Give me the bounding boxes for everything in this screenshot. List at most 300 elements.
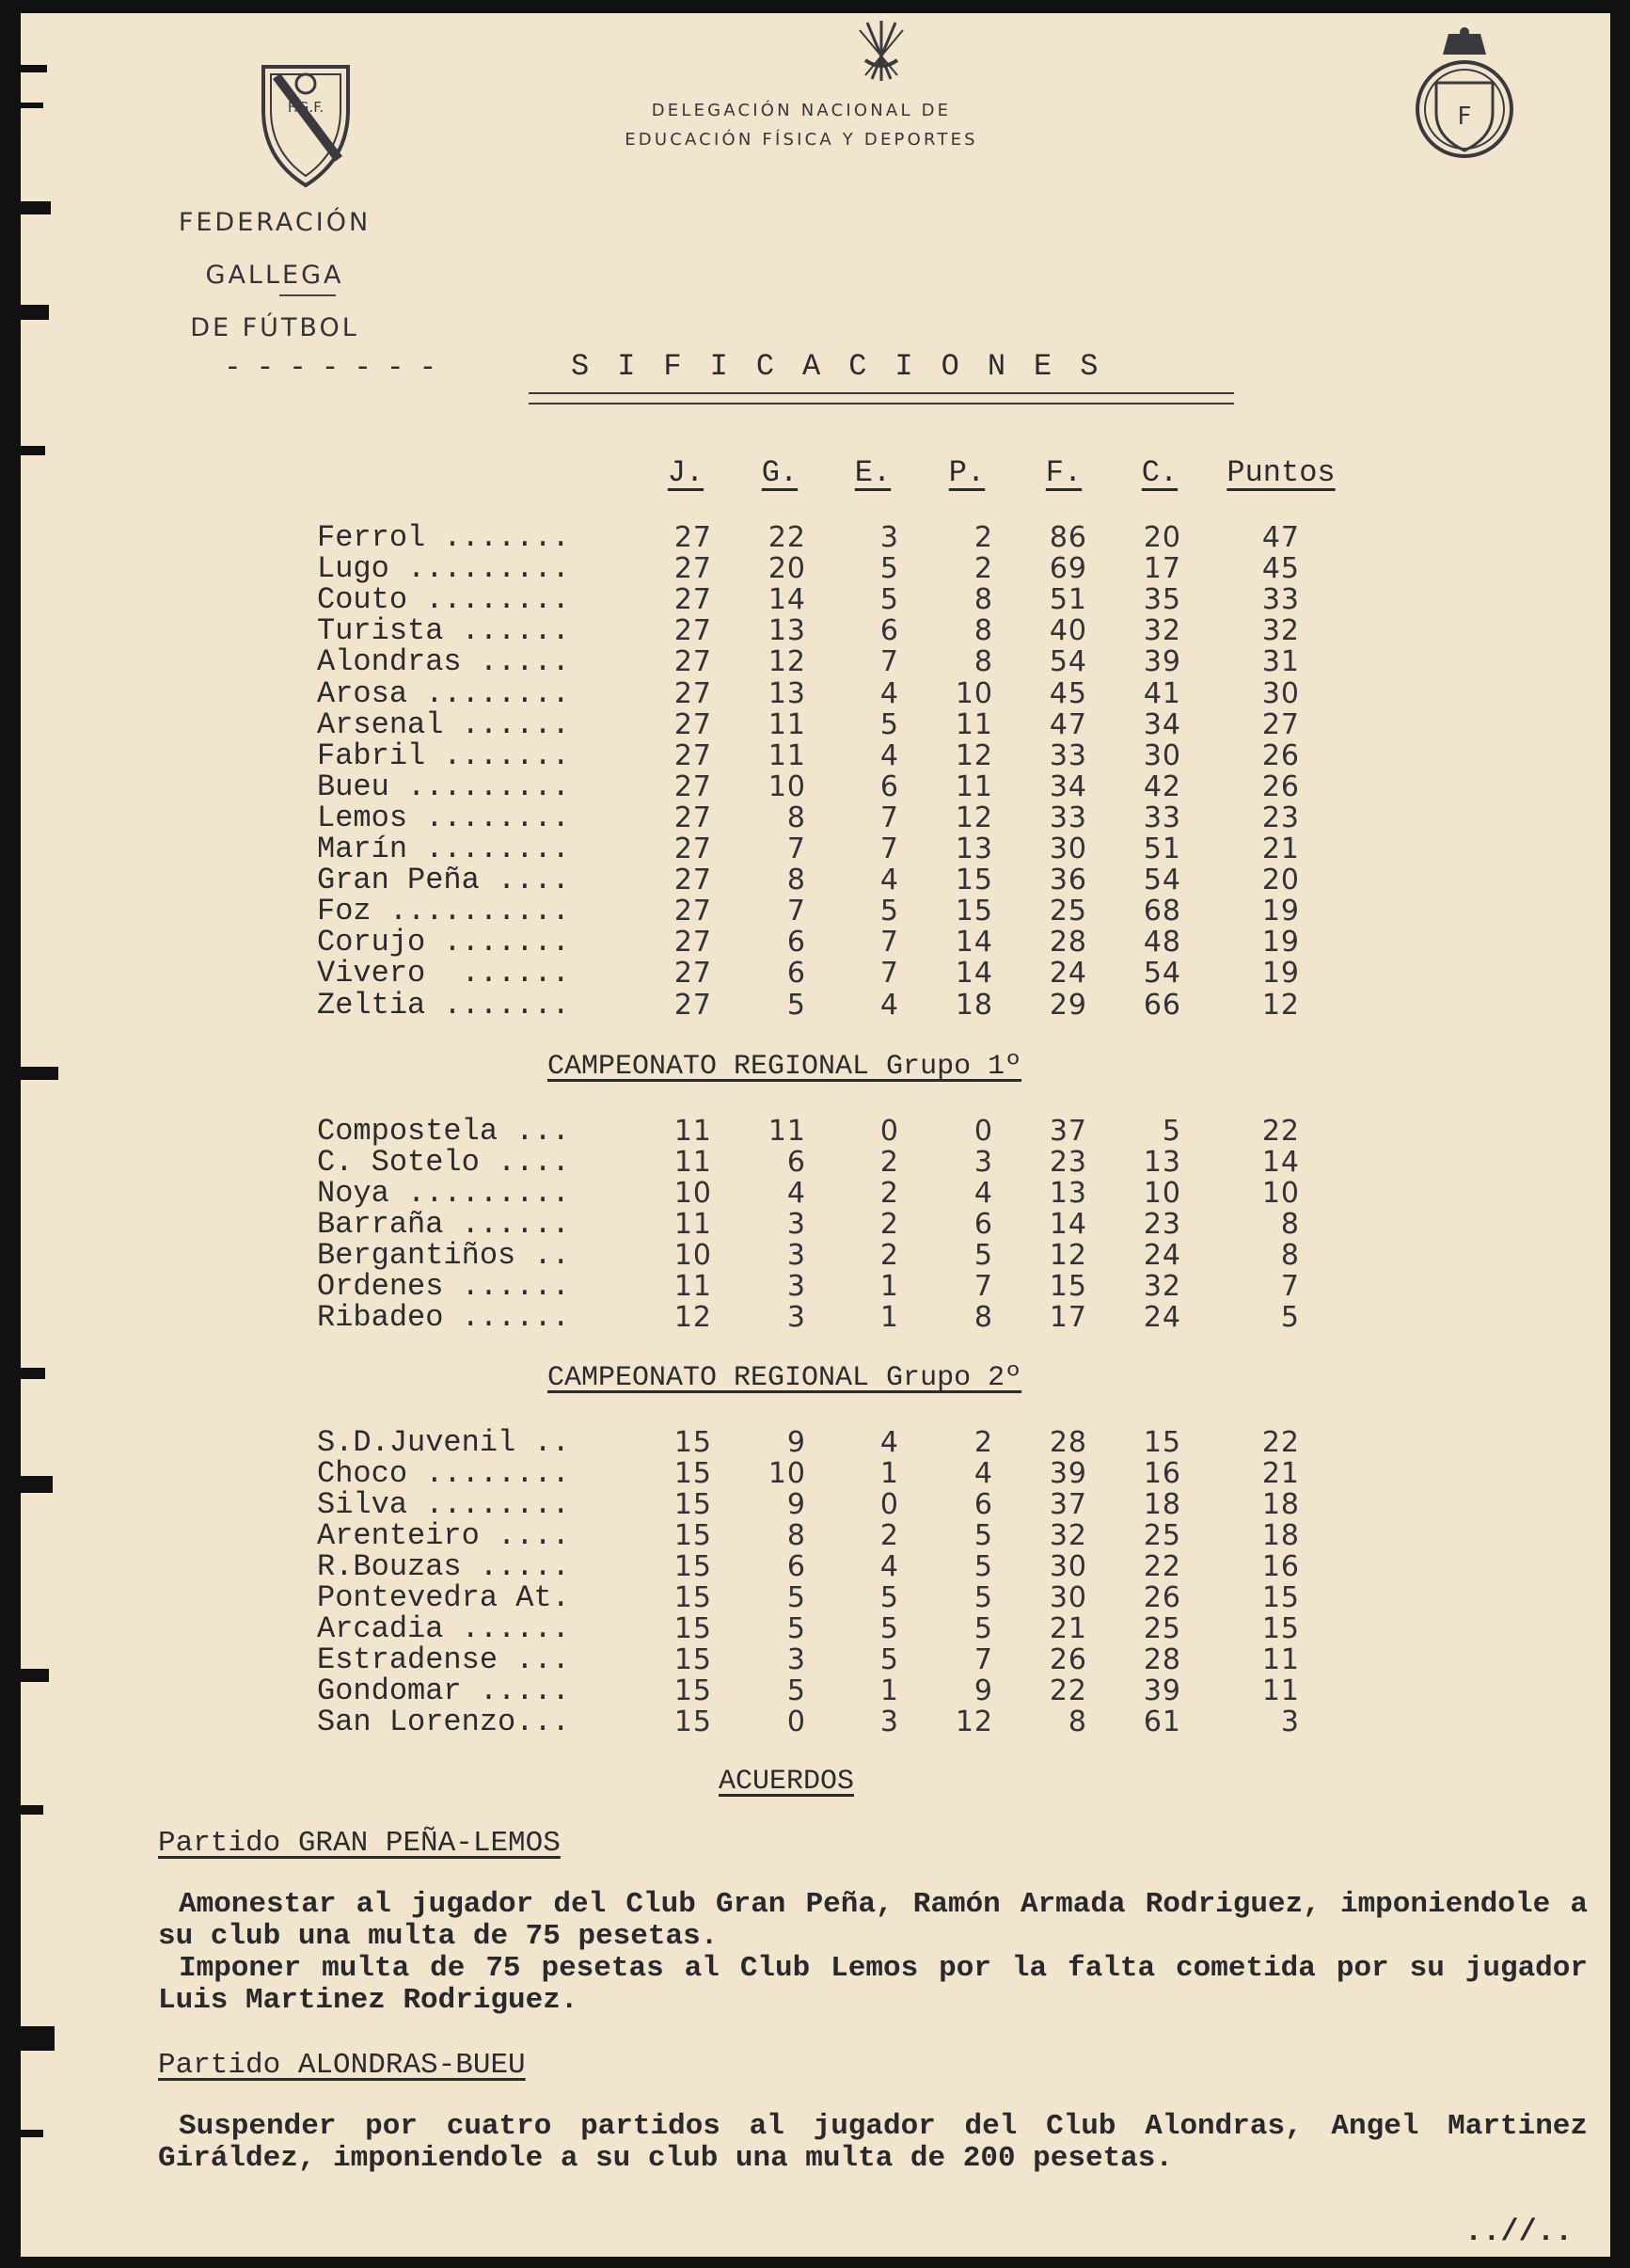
table-cell: 5: [1162, 1115, 1181, 1148]
table-cell: 1: [879, 1674, 899, 1707]
table-cell: 7: [1280, 1270, 1300, 1303]
table-cell: 54: [1049, 645, 1087, 679]
table-cell: 4: [879, 1550, 899, 1583]
team-name: Arcadia ......: [317, 1611, 570, 1646]
table-cell: 34: [1049, 769, 1087, 803]
team-name: Ferrol .......: [317, 520, 570, 555]
table-cell: 7: [973, 1643, 993, 1676]
federation-name-line-2: DE FÚTBOL: [190, 313, 359, 342]
table-cell: 2: [973, 521, 993, 554]
table-cell: 12: [1049, 1239, 1087, 1272]
table-cell: 25: [1143, 1612, 1181, 1645]
table-cell: 27: [673, 957, 712, 991]
table-cell: 10: [768, 769, 806, 803]
table-cell: 27: [673, 738, 712, 772]
table-cell: 15: [1261, 1612, 1300, 1645]
table-row: [317, 1675, 1370, 1706]
royal-crest-icon: [1413, 26, 1516, 167]
table-cell: 28: [1143, 1643, 1181, 1676]
table-cell: 48: [1143, 926, 1181, 960]
table-cell: 12: [955, 1705, 993, 1738]
table-cell: 6: [973, 1488, 993, 1521]
team-name: Foz ..........: [317, 894, 570, 929]
team-name: Gondomar .....: [317, 1673, 570, 1708]
team-name: Arsenal ......: [317, 706, 570, 742]
page-continuation-marker: ..//..: [1464, 2214, 1574, 2249]
acuerdo-paragraph: [158, 1889, 1588, 2017]
table-cell: 10: [1261, 1177, 1300, 1210]
table-cell: 8: [1280, 1208, 1300, 1241]
table-cell: 15: [955, 864, 993, 897]
table-cell: 30: [1049, 1581, 1087, 1614]
page-title: SIFICACIONES: [571, 349, 1127, 384]
table-cell: 12: [1261, 988, 1300, 1022]
table-cell: 26: [1049, 1643, 1087, 1676]
table-cell: 3: [786, 1270, 806, 1303]
table-row: [317, 551, 1370, 587]
table-cell: 30: [1049, 1550, 1087, 1583]
table-cell: 27: [673, 614, 712, 648]
table-cell: 11: [768, 738, 806, 772]
table-cell: 5: [973, 1239, 993, 1272]
table-row: [317, 706, 1370, 742]
table-cell: 26: [1261, 738, 1300, 772]
table-cell: 32: [1143, 614, 1181, 648]
team-name: Couto ........: [317, 582, 570, 618]
table-cell: 4: [973, 1457, 993, 1490]
table-cell: 32: [1143, 1270, 1181, 1303]
table-cell: 14: [955, 926, 993, 960]
table-cell: 22: [1143, 1550, 1181, 1583]
table-cell: 68: [1143, 895, 1181, 928]
column-header-p: P.: [948, 455, 986, 490]
team-name: Corujo .......: [317, 925, 570, 960]
table-cell: 33: [1143, 801, 1181, 834]
table-row: [317, 613, 1370, 649]
table-cell: 2: [879, 1177, 899, 1210]
column-header-j: J.: [667, 455, 704, 490]
table-cell: 1: [879, 1301, 899, 1334]
table-cell: 24: [1049, 957, 1087, 991]
table-cell: 2: [879, 1208, 899, 1241]
delegation-line-2: EDUCACIÓN FÍSICA Y DEPORTES: [625, 130, 978, 150]
table-cell: 0: [879, 1115, 899, 1148]
table-cell: 11: [768, 707, 806, 741]
table-cell: 8: [973, 583, 993, 617]
team-name: Arosa ........: [317, 675, 570, 711]
table-cell: 5: [786, 988, 806, 1022]
table-cell: 7: [879, 801, 899, 834]
table-cell: 27: [673, 895, 712, 928]
team-name: Arenteiro ....: [317, 1518, 570, 1553]
table-cell: 0: [973, 1115, 993, 1148]
table-cell: 45: [1049, 676, 1087, 710]
table-cell: 19: [1261, 895, 1300, 928]
column-header-puntos: Puntos: [1226, 455, 1336, 490]
table-cell: 36: [1049, 864, 1087, 897]
table-cell: 7: [973, 1270, 993, 1303]
table-cell: 41: [1143, 676, 1181, 710]
table-cell: 15: [673, 1643, 712, 1676]
column-header-g: G.: [761, 455, 799, 490]
table-cell: 27: [673, 521, 712, 554]
table-cell: 32: [1049, 1519, 1087, 1552]
table-row: [317, 987, 1370, 1023]
column-header-f: F.: [1045, 455, 1083, 490]
table-cell: 15: [673, 1457, 712, 1490]
table-cell: 15: [1143, 1426, 1181, 1459]
table-cell: 5: [879, 1581, 899, 1614]
team-name: R.Bouzas .....: [317, 1549, 570, 1584]
table-cell: 10: [955, 676, 993, 710]
table-cell: 19: [1261, 926, 1300, 960]
table-cell: 28: [1049, 926, 1087, 960]
table-cell: 26: [1143, 1581, 1181, 1614]
delegation-line-1: DELEGACIÓN NACIONAL DE: [651, 101, 952, 120]
table-cell: 2: [973, 552, 993, 586]
table-cell: 11: [955, 707, 993, 741]
table-cell: 11: [955, 769, 993, 803]
table-cell: 4: [973, 1177, 993, 1210]
table-row: [317, 1427, 1370, 1458]
table-cell: 15: [673, 1581, 712, 1614]
table-cell: 23: [1261, 801, 1300, 834]
match-heading-gran-pena-lemos: Partido GRAN PEÑA-LEMOS: [158, 1827, 561, 1860]
table-cell: 54: [1143, 864, 1181, 897]
table-row: [317, 896, 1370, 927]
table-cell: 4: [879, 864, 899, 897]
acuerdo-text: Amonestar al jugador del Club Gran Peña, Ramón Armada Rodriguez, imponiendole a su club una multa de 75 pesetas.: [158, 1888, 1588, 1953]
table-cell: 24: [1143, 1239, 1181, 1272]
table-cell: 21: [1261, 1457, 1300, 1490]
table-cell: 13: [1049, 1177, 1087, 1210]
table-row: [317, 522, 1370, 553]
acuerdo-text: Imponer multa de 75 pesetas al Club Lemos por la falta cometida por su jugador Luis Martinez Rodriguez.: [158, 1952, 1588, 2017]
table-cell: 30: [1143, 738, 1181, 772]
table-cell: 8: [1280, 1239, 1300, 1272]
table-cell: 18: [1261, 1519, 1300, 1552]
table-cell: 27: [673, 988, 712, 1022]
table-cell: 5: [786, 1674, 806, 1707]
table-row: [317, 1520, 1370, 1551]
table-cell: 3: [973, 1146, 993, 1179]
table-cell: 19: [1261, 957, 1300, 991]
table-cell: 5: [973, 1519, 993, 1552]
team-name: Silva ........: [317, 1487, 570, 1522]
team-name: Turista ......: [317, 613, 570, 649]
team-name: Alondras .....: [317, 644, 570, 680]
table-row: [317, 1271, 1370, 1302]
table-cell: 27: [673, 645, 712, 679]
table-cell: 34: [1143, 707, 1181, 741]
table-row: [317, 737, 1370, 773]
table-cell: 5: [1280, 1301, 1300, 1334]
table-cell: 8: [786, 801, 806, 834]
section-title-grupo-1: CAMPEONATO REGIONAL Grupo 1º: [547, 1051, 1022, 1083]
table-cell: 11: [673, 1146, 712, 1179]
team-name: S.D.Juvenil ..: [317, 1425, 570, 1460]
acuerdo-text: Suspender por cuatro partidos al jugador del Club Alondras, Angel Martinez Giráldez, imponiendole a su club una multa de 200 pesetas.: [158, 2110, 1588, 2175]
team-name: Gran Peña ....: [317, 863, 570, 898]
column-header-e: E.: [854, 455, 892, 490]
table-cell: 27: [673, 552, 712, 586]
table-cell: 4: [879, 676, 899, 710]
table-cell: 10: [768, 1457, 806, 1490]
table-cell: 23: [1143, 1208, 1181, 1241]
table-cell: 2: [879, 1239, 899, 1272]
table-cell: 4: [786, 1177, 806, 1210]
table-cell: 31: [1261, 645, 1300, 679]
table-cell: 10: [673, 1239, 712, 1272]
table-cell: 1: [879, 1457, 899, 1490]
table-cell: 39: [1143, 1674, 1181, 1707]
svg-text:F.G.F.: F.G.F.: [287, 99, 324, 116]
column-header-c: C.: [1141, 455, 1179, 490]
table-cell: 27: [673, 707, 712, 741]
table-row: [317, 644, 1370, 680]
federation-name: [124, 197, 425, 355]
federacion-gallega-crest-icon: [258, 56, 354, 191]
table-cell: 25: [1049, 895, 1087, 928]
table-cell: 7: [879, 957, 899, 991]
table-cell: 23: [1049, 1146, 1087, 1179]
table-cell: 21: [1261, 833, 1300, 865]
team-name: Fabril .......: [317, 737, 570, 773]
table-cell: 15: [1049, 1270, 1087, 1303]
table-cell: 18: [1261, 1488, 1300, 1521]
table-cell: 5: [973, 1612, 993, 1645]
table-cell: 15: [673, 1550, 712, 1583]
table-row: [317, 1116, 1370, 1147]
table-cell: 24: [1143, 1301, 1181, 1334]
table-cell: 27: [673, 801, 712, 834]
table-cell: 4: [879, 738, 899, 772]
table-cell: 22: [768, 521, 806, 554]
table-cell: 20: [1143, 521, 1181, 554]
table-cell: 6: [786, 1146, 806, 1179]
table-cell: 15: [673, 1488, 712, 1521]
section-title-grupo-2: CAMPEONATO REGIONAL Grupo 2º: [547, 1362, 1022, 1394]
table-cell: 10: [673, 1177, 712, 1210]
team-name: Bueu .........: [317, 769, 570, 804]
table-row: [317, 1178, 1370, 1209]
federation-name-rule: [279, 294, 336, 296]
table-cell: 8: [973, 1301, 993, 1334]
table-row: [317, 802, 1370, 833]
table-cell: 17: [1143, 552, 1181, 586]
table-cell: 37: [1049, 1488, 1087, 1521]
table-cell: 6: [786, 1550, 806, 1583]
table-cell: 7: [879, 645, 899, 679]
table-row: [317, 958, 1370, 989]
table-row: [317, 1644, 1370, 1675]
table-cell: 40: [1049, 614, 1087, 648]
table-cell: 17: [1049, 1301, 1087, 1334]
table-cell: 2: [973, 1426, 993, 1459]
table-cell: 51: [1143, 833, 1181, 865]
table-cell: 10: [1143, 1177, 1181, 1210]
table-cell: 6: [786, 926, 806, 960]
team-name: Bergantiños ..: [317, 1238, 570, 1273]
table-cell: 27: [673, 926, 712, 960]
table-cell: 14: [768, 583, 806, 617]
table-cell: 3: [1280, 1705, 1300, 1738]
table-row: [317, 1706, 1370, 1737]
table-cell: 3: [879, 521, 899, 554]
table-cell: 15: [673, 1705, 712, 1738]
team-name: Marín ........: [317, 832, 570, 866]
team-name: Barraña ......: [317, 1207, 570, 1242]
table-cell: 22: [1261, 1115, 1300, 1148]
table-row: [317, 582, 1370, 618]
table-cell: 5: [786, 1581, 806, 1614]
table-cell: 5: [786, 1612, 806, 1645]
table-cell: 5: [879, 1612, 899, 1645]
table-cell: 5: [879, 895, 899, 928]
table-cell: 14: [1049, 1208, 1087, 1241]
table-cell: 15: [955, 895, 993, 928]
table-cell: 11: [768, 1115, 806, 1148]
table-cell: 13: [955, 833, 993, 865]
team-name: Choco ........: [317, 1456, 570, 1491]
table-cell: 1: [879, 1270, 899, 1303]
team-name: Vivero ......: [317, 956, 570, 991]
team-name: Estradense ...: [317, 1642, 570, 1677]
table-cell: 47: [1261, 521, 1300, 554]
table-row: [317, 1209, 1370, 1240]
table-cell: 9: [973, 1674, 993, 1707]
table-cell: 51: [1049, 583, 1087, 617]
table-cell: 6: [973, 1208, 993, 1241]
table-cell: 27: [673, 769, 712, 803]
title-dashes: -------: [224, 352, 452, 385]
table-cell: 3: [786, 1239, 806, 1272]
table-cell: 5: [973, 1550, 993, 1583]
table-cell: 21: [1049, 1612, 1087, 1645]
table-row: [317, 864, 1370, 896]
table-cell: 6: [879, 614, 899, 648]
table-row: [317, 1489, 1370, 1520]
table-cell: 4: [879, 988, 899, 1022]
team-name: Zeltia .......: [317, 987, 570, 1023]
table-row: [317, 1613, 1370, 1644]
table-cell: 12: [955, 738, 993, 772]
team-name: Ribadeo ......: [317, 1300, 570, 1335]
table-cell: 13: [768, 676, 806, 710]
table-cell: 9: [786, 1426, 806, 1459]
table-cell: 14: [1261, 1146, 1300, 1179]
table-cell: 66: [1143, 988, 1181, 1022]
table-row: [317, 771, 1370, 802]
table-cell: 30: [1049, 833, 1087, 865]
table-cell: 22: [1261, 1426, 1300, 1459]
table-cell: 4: [879, 1426, 899, 1459]
table-cell: 7: [786, 833, 806, 865]
table-row: [317, 1240, 1370, 1271]
table-cell: 27: [673, 676, 712, 710]
table-cell: 8: [786, 1519, 806, 1552]
table-cell: 30: [1261, 676, 1300, 710]
table-cell: 8: [1068, 1705, 1087, 1738]
table-cell: 20: [768, 552, 806, 586]
table-cell: 29: [1049, 988, 1087, 1022]
federation-name-line-1: FEDERACIÓN GALLEGA: [178, 208, 372, 290]
table-cell: 5: [879, 707, 899, 741]
table-cell: 15: [673, 1426, 712, 1459]
table-cell: 32: [1261, 614, 1300, 648]
table-cell: 6: [879, 769, 899, 803]
table-cell: 8: [973, 645, 993, 679]
table-cell: 16: [1143, 1457, 1181, 1490]
table-cell: 7: [879, 926, 899, 960]
table-cell: 11: [1261, 1674, 1300, 1707]
table-cell: 16: [1261, 1550, 1300, 1583]
table-cell: 8: [786, 864, 806, 897]
document-page: [21, 13, 1610, 2257]
team-name: C. Sotelo ....: [317, 1145, 570, 1180]
table-cell: 15: [673, 1612, 712, 1645]
table-cell: 15: [673, 1674, 712, 1707]
table-cell: 12: [673, 1301, 712, 1334]
table-cell: 18: [1143, 1488, 1181, 1521]
table-cell: 33: [1261, 583, 1300, 617]
yoke-and-arrows-icon: [848, 13, 914, 87]
table-cell: 11: [673, 1115, 712, 1148]
table-cell: 20: [1261, 864, 1300, 897]
svg-text:F: F: [1457, 103, 1472, 131]
table-cell: 39: [1143, 645, 1181, 679]
team-name: Lemos ........: [317, 800, 570, 835]
table-cell: 2: [879, 1519, 899, 1552]
table-cell: 6: [786, 957, 806, 991]
team-name: Noya .........: [317, 1176, 570, 1211]
table-cell: 12: [768, 645, 806, 679]
table-cell: 11: [673, 1270, 712, 1303]
table-cell: 3: [879, 1705, 899, 1738]
table-row: [317, 1582, 1370, 1613]
table-cell: 39: [1049, 1457, 1087, 1490]
table-cell: 54: [1143, 957, 1181, 991]
table-row: [317, 1147, 1370, 1178]
table-cell: 3: [786, 1301, 806, 1334]
table-cell: 42: [1143, 769, 1181, 803]
table-cell: 9: [786, 1488, 806, 1521]
table-cell: 28: [1049, 1426, 1087, 1459]
binding-marks: [21, 13, 58, 2257]
table-cell: 61: [1143, 1705, 1181, 1738]
table-cell: 3: [786, 1208, 806, 1241]
team-name: Ordenes ......: [317, 1269, 570, 1304]
table-cell: 11: [1261, 1643, 1300, 1676]
team-name: Pontevedra At.: [317, 1580, 570, 1615]
table-cell: 8: [973, 614, 993, 648]
team-name: Compostela ...: [317, 1114, 570, 1149]
table-cell: 7: [879, 833, 899, 865]
table-cell: 86: [1049, 521, 1087, 554]
team-name: Lugo .........: [317, 551, 570, 587]
title-double-rule: [529, 392, 1234, 404]
table-row: [317, 1302, 1370, 1333]
table-cell: 22: [1049, 1674, 1087, 1707]
match-heading-alondras-bueu: Partido ALONDRAS-BUEU: [158, 2049, 526, 2082]
table-cell: 13: [1143, 1146, 1181, 1179]
table-cell: 3: [786, 1643, 806, 1676]
table-cell: 13: [768, 614, 806, 648]
team-name: San Lorenzo...: [317, 1705, 570, 1739]
table-row: [317, 1458, 1370, 1489]
delegation-name: [623, 96, 980, 154]
acuerdo-paragraph: [158, 2111, 1588, 2175]
